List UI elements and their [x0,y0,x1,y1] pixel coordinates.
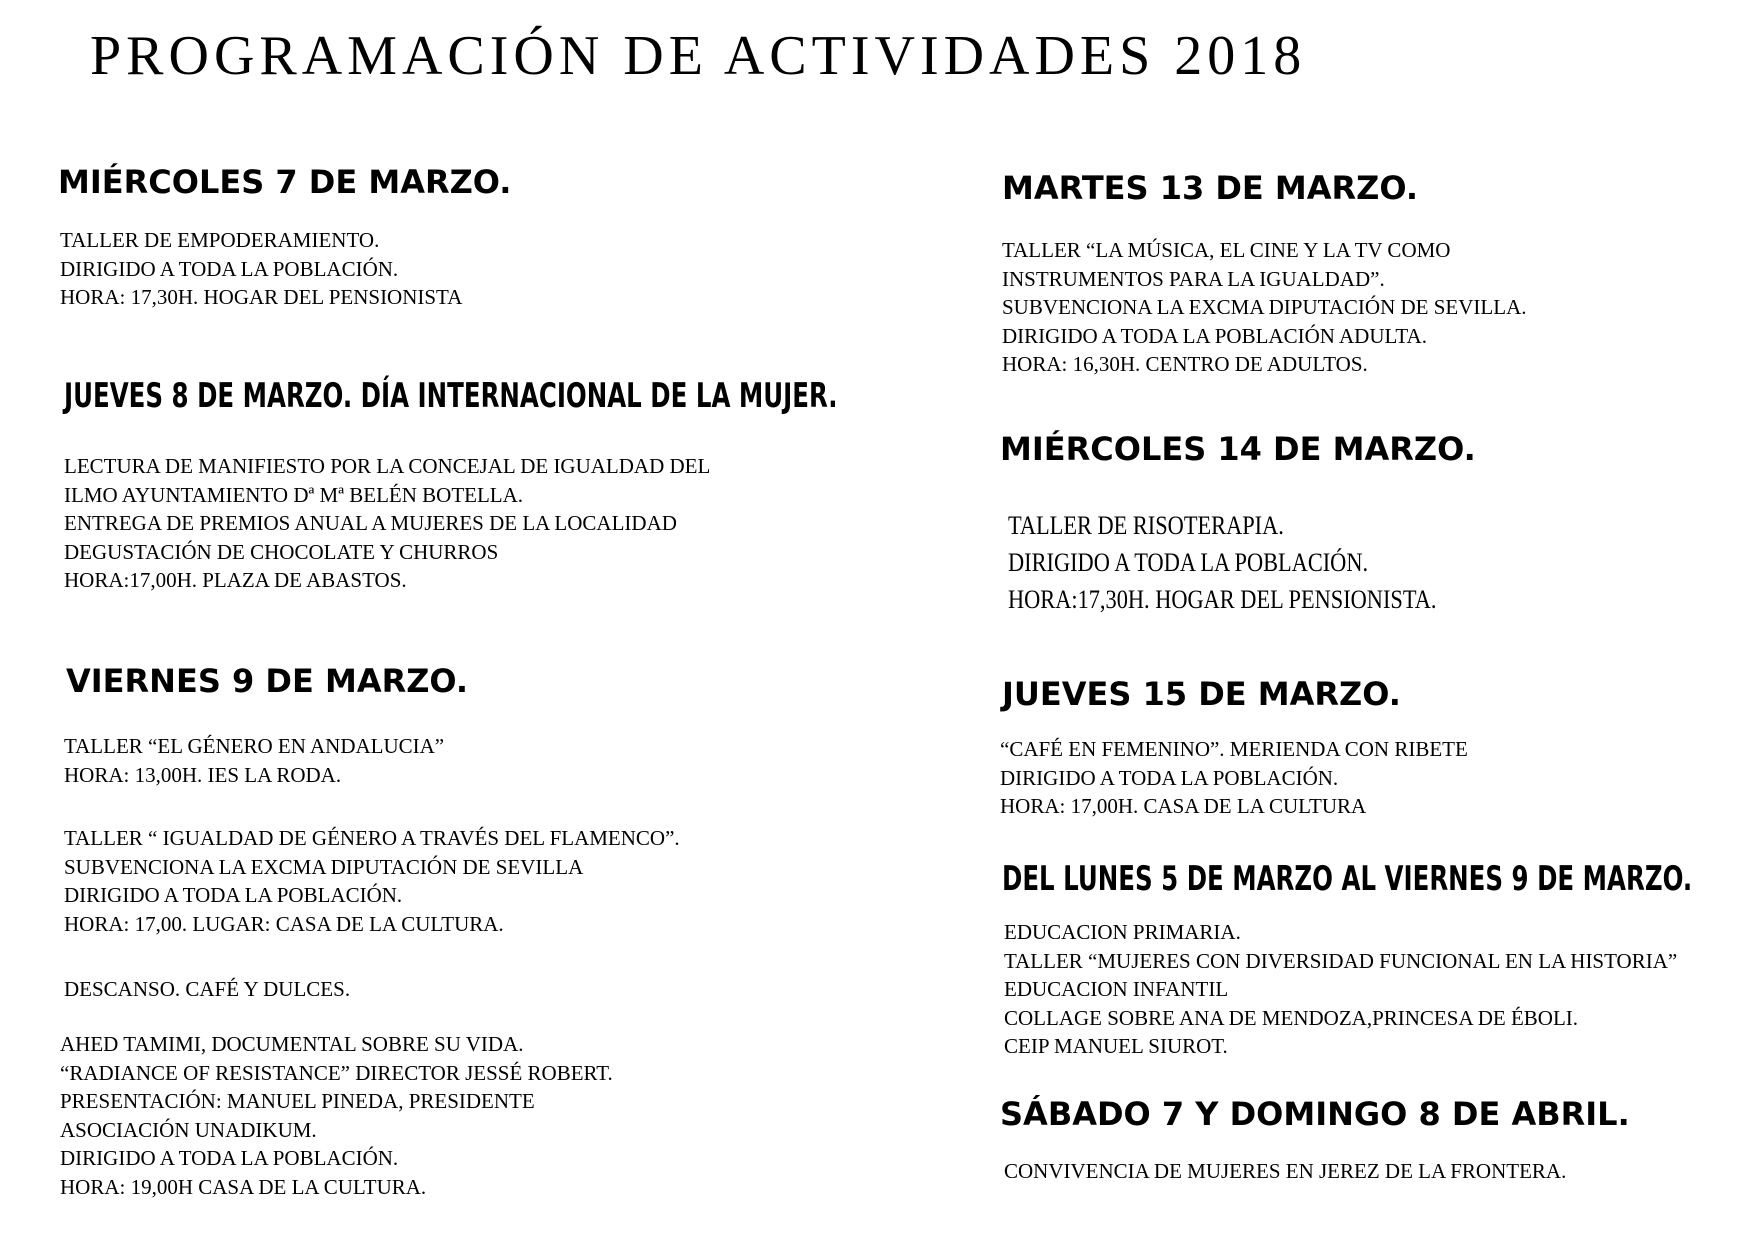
event-heading-2: JUEVES 8 DE MARZO. DÍA INTERNACIONAL DE LA MUJER. [64,376,838,416]
event-details-4 [1002,236,1527,379]
event-line: HORA:17,30H. HOGAR DEL PENSIONISTA. [1008,585,1437,614]
event-heading-7: DEL LUNES 5 DE MARZO AL VIERNES 9 DE MARZO. [1002,859,1693,899]
event-line: DIRIGIDO A TODA LA POBLACIÓN. [1008,548,1369,577]
event-line: “RADIANCE OF RESISTANCE” DIRECTOR JESSÉ ROBERT. [60,1060,613,1085]
event-line: DIRIGIDO A TODA LA POBLACIÓN. [60,256,399,281]
event-heading-5: MIÉRCOLES 14 DE MARZO. [1000,430,1476,468]
event-line: COLLAGE SOBRE ANA DE MENDOZA,PRINCESA DE ÉBOLI. [1004,1005,1579,1030]
event-line: TALLER DE RISOTERAPIA. [1008,511,1284,540]
event-line: HORA: 17,00. LUGAR: CASA DE LA CULTURA. [64,911,504,936]
event-details-3a [64,732,444,789]
page-title: PROGRAMACIÓN DE ACTIVIDADES 2018 [90,25,1307,87]
event-details-3c [64,975,350,1004]
event-details-1 [60,226,462,312]
event-line: AHED TAMIMI, DOCUMENTAL SOBRE SU VIDA. [60,1032,524,1056]
event-heading-1: MIÉRCOLES 7 DE MARZO. [58,163,512,201]
event-line: CEIP MANUEL SIUROT. [1004,1034,1228,1058]
event-line: EDUCACION INFANTIL [1004,977,1229,1001]
event-heading-6: JUEVES 15 DE MARZO. [1002,675,1401,713]
event-line: TALLER DE EMPODERAMIENTO. [60,228,380,252]
event-line: DIRIGIDO A TODA LA POBLACIÓN. [60,1146,399,1170]
event-line: HORA: 13,00H. IES LA RODA. [64,762,342,787]
event-heading-3: VIERNES 9 DE MARZO. [66,662,469,700]
event-line: HORA: 19,00H CASA DE LA CULTURA. [60,1174,427,1199]
event-line: ASOCIACIÓN UNADIKUM. [60,1117,317,1142]
event-line: CONVIVENCIA DE MUJERES EN JEREZ DE LA FRONTERA. [1004,1159,1567,1183]
event-details-3d [60,1030,613,1201]
event-details-2 [64,452,710,595]
event-line: PRESENTACIÓN: MANUEL PINEDA, PRESIDENTE [60,1089,535,1113]
event-line: TALLER “ IGUALDAD DE GÉNERO A TRAVÉS DEL FLAMENCO”. [64,826,680,850]
event-details-8 [1004,1157,1566,1186]
event-line: EDUCACION PRIMARIA. [1004,920,1241,944]
event-line: HORA: 16,30H. CENTRO DE ADULTOS. [1002,352,1368,376]
event-line: INSTRUMENTOS PARA LA IGUALDAD”. [1002,266,1385,291]
event-line: HORA: 17,30H. HOGAR DEL PENSIONISTA [60,285,463,309]
event-details-5 [1008,507,1436,618]
event-details-3b [64,824,680,938]
event-line: TALLER “EL GÉNERO EN ANDALUCIA” [64,734,445,758]
event-line: ENTREGA DE PREMIOS ANUAL A MUJERES DE LA LOCALIDAD [64,511,677,535]
event-line: SUBVENCIONA LA EXCMA DIPUTACIÓN DE SEVILLA [64,854,584,879]
event-line: HORA:17,00H. PLAZA DE ABASTOS. [64,568,407,592]
event-line: TALLER “MUJERES CON DIVERSIDAD FUNCIONAL EN LA HISTORIA” [1004,948,1678,973]
event-line: TALLER “LA MÚSICA, EL CINE Y LA TV COMO [1002,238,1451,262]
event-details-7 [1004,918,1677,1061]
event-details-6 [1000,735,1468,821]
event-line: HORA: 17,00H. CASA DE LA CULTURA [1000,794,1367,818]
event-line: DEGUSTACIÓN DE CHOCOLATE Y CHURROS [64,539,499,564]
event-line: DIRIGIDO A TODA LA POBLACIÓN ADULTA. [1002,323,1427,348]
event-line: SUBVENCIONA LA EXCMA DIPUTACIÓN DE SEVILLA. [1002,295,1527,319]
event-heading-8: SÁBADO 7 Y DOMINGO 8 DE ABRIL. [1000,1095,1630,1133]
event-line: “CAFÉ EN FEMENINO”. MERIENDA CON RIBETE [1000,737,1468,761]
event-line: DESCANSO. CAFÉ Y DULCES. [64,977,351,1001]
event-line: DIRIGIDO A TODA LA POBLACIÓN. [1000,765,1339,790]
event-line: ILMO AYUNTAMIENTO Dª Mª BELÉN BOTELLA. [64,482,524,507]
event-line: LECTURA DE MANIFIESTO POR LA CONCEJAL DE IGUALDAD DEL [64,454,711,478]
event-heading-4: MARTES 13 DE MARZO. [1002,169,1419,207]
event-line: DIRIGIDO A TODA LA POBLACIÓN. [64,883,403,907]
